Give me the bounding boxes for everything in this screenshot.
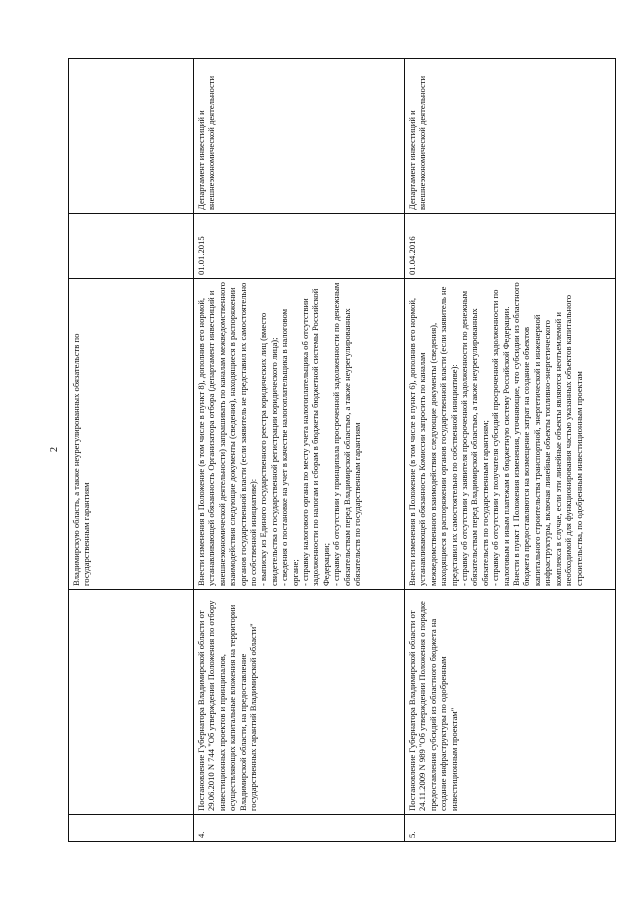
changes-list-item: - справку налогового органа по месту учета налогоплательщика об отсутствии задолженности по налогам и сборам в бюджеты бюджетной системы Российской Федерации; (300, 288, 331, 586)
changes-table (68, 58, 616, 842)
changes-list-item: - выписку из Единого государственного реестра юридических лиц (вместо свидетельства о государственной регистрации юридического лица); (258, 312, 279, 586)
table-row (69, 59, 194, 842)
changes-list-item: - справку об отсутствии у заявителя просроченной задолженности по денежным обязательствам перед Владимирской областью, а также неурегулированных обязательств по государственным гарантиям; (459, 290, 490, 586)
table-row (405, 59, 616, 842)
changes-paragraph: Внести в пункт 1 Положения изменения, уточняющие, что субсидии из областного бюджета предоставляются на возмещение затрат на создание объектов капитального строительства транспортной, энергетической и инженерной инфраструктуры, включая линейные объекты топливно-энергетического комплекса в случае, если эти линейные объекты являются неотъемлемой и необходимой для функционирования частью указанных объектов капитального строительства, по одобренным инвестиционным проектам (511, 282, 584, 586)
changes-cell (69, 279, 194, 590)
date-cell: 01.01.2015 (194, 214, 405, 279)
responsible-cell (69, 59, 194, 214)
date-cell: 01.04.2016 (405, 214, 616, 279)
changes-paragraph: Владимирскую область, а также неурегулированных обязательств по государственным гарантиям (71, 333, 92, 586)
changes-list-item: - справку об отсутствии у принципала просроченной задолженности по денежным обязательствам перед Владимирской областью, а также неурегулированных обязательств по государственным гарантиям (331, 282, 363, 586)
changes-list-item: - справку об отсутствии у получателя субсидий просроченной задолженности по налоговым и иным платежам в бюджетную систему Российской Федерации. (490, 289, 511, 586)
row-number: 4. (194, 815, 405, 842)
changes-cell (405, 279, 616, 590)
date-cell (69, 214, 194, 279)
table-row (194, 59, 405, 842)
row-number (69, 815, 194, 842)
document-cell: Постановление Губернатора Владимирской области от 29.06.2010 N 744 "Об утверждении Положения по отбору инвестиционных проектов и принципалов, осуществляющих капитальные вложения на территории Владимирской области, на предоставление государственных гарантий Владимирской области" (194, 590, 405, 815)
rotated-table-wrapper (68, 64, 610, 842)
changes-paragraph: Внести изменения в Положение (в том числе в пункт 8), дополнив его нормой, устанавливающей обязанность Организатора отбора (департамент инвестиций и внешнеэкономической деятельности) запрашивать по каналам межведомственного взаимодействия следующие документы (сведения), находящиеся в распоряжении органов государственной власти (если заявитель не представил их самостоятельно по собственной инициативе): (196, 282, 259, 586)
responsible-cell: Департамент инвестиций и внешнеэкономической деятельности (405, 59, 616, 214)
document-cell (69, 590, 194, 815)
page-number: 2 (49, 447, 60, 452)
document-cell: Постановление Губернатора Владимирской области от 24.11.2009 N 989 "Об утверждении Положения о порядке предоставления субсидий из областного бюджета на создание инфраструктуры по одобренным инвестиционным проектам" (405, 590, 616, 815)
changes-paragraph: Внести изменения в Положение (в том числе в пункт 6), дополнив его нормой, устанавливающей обязанность Комиссии запросить по каналам межведомственного взаимодействия следующие документы (сведения), находящиеся в распоряжении органов государственной власти (если заявитель не представил их самостоятельно по собственной инициативе): (407, 286, 459, 586)
responsible-cell: Департамент инвестиций и внешнеэкономической деятельности (194, 59, 405, 214)
changes-cell (194, 279, 405, 590)
changes-list-item: - сведения о постановке на учет в качестве налогоплательщика в налоговом органе; (279, 308, 300, 586)
row-number: 5. (405, 815, 616, 842)
